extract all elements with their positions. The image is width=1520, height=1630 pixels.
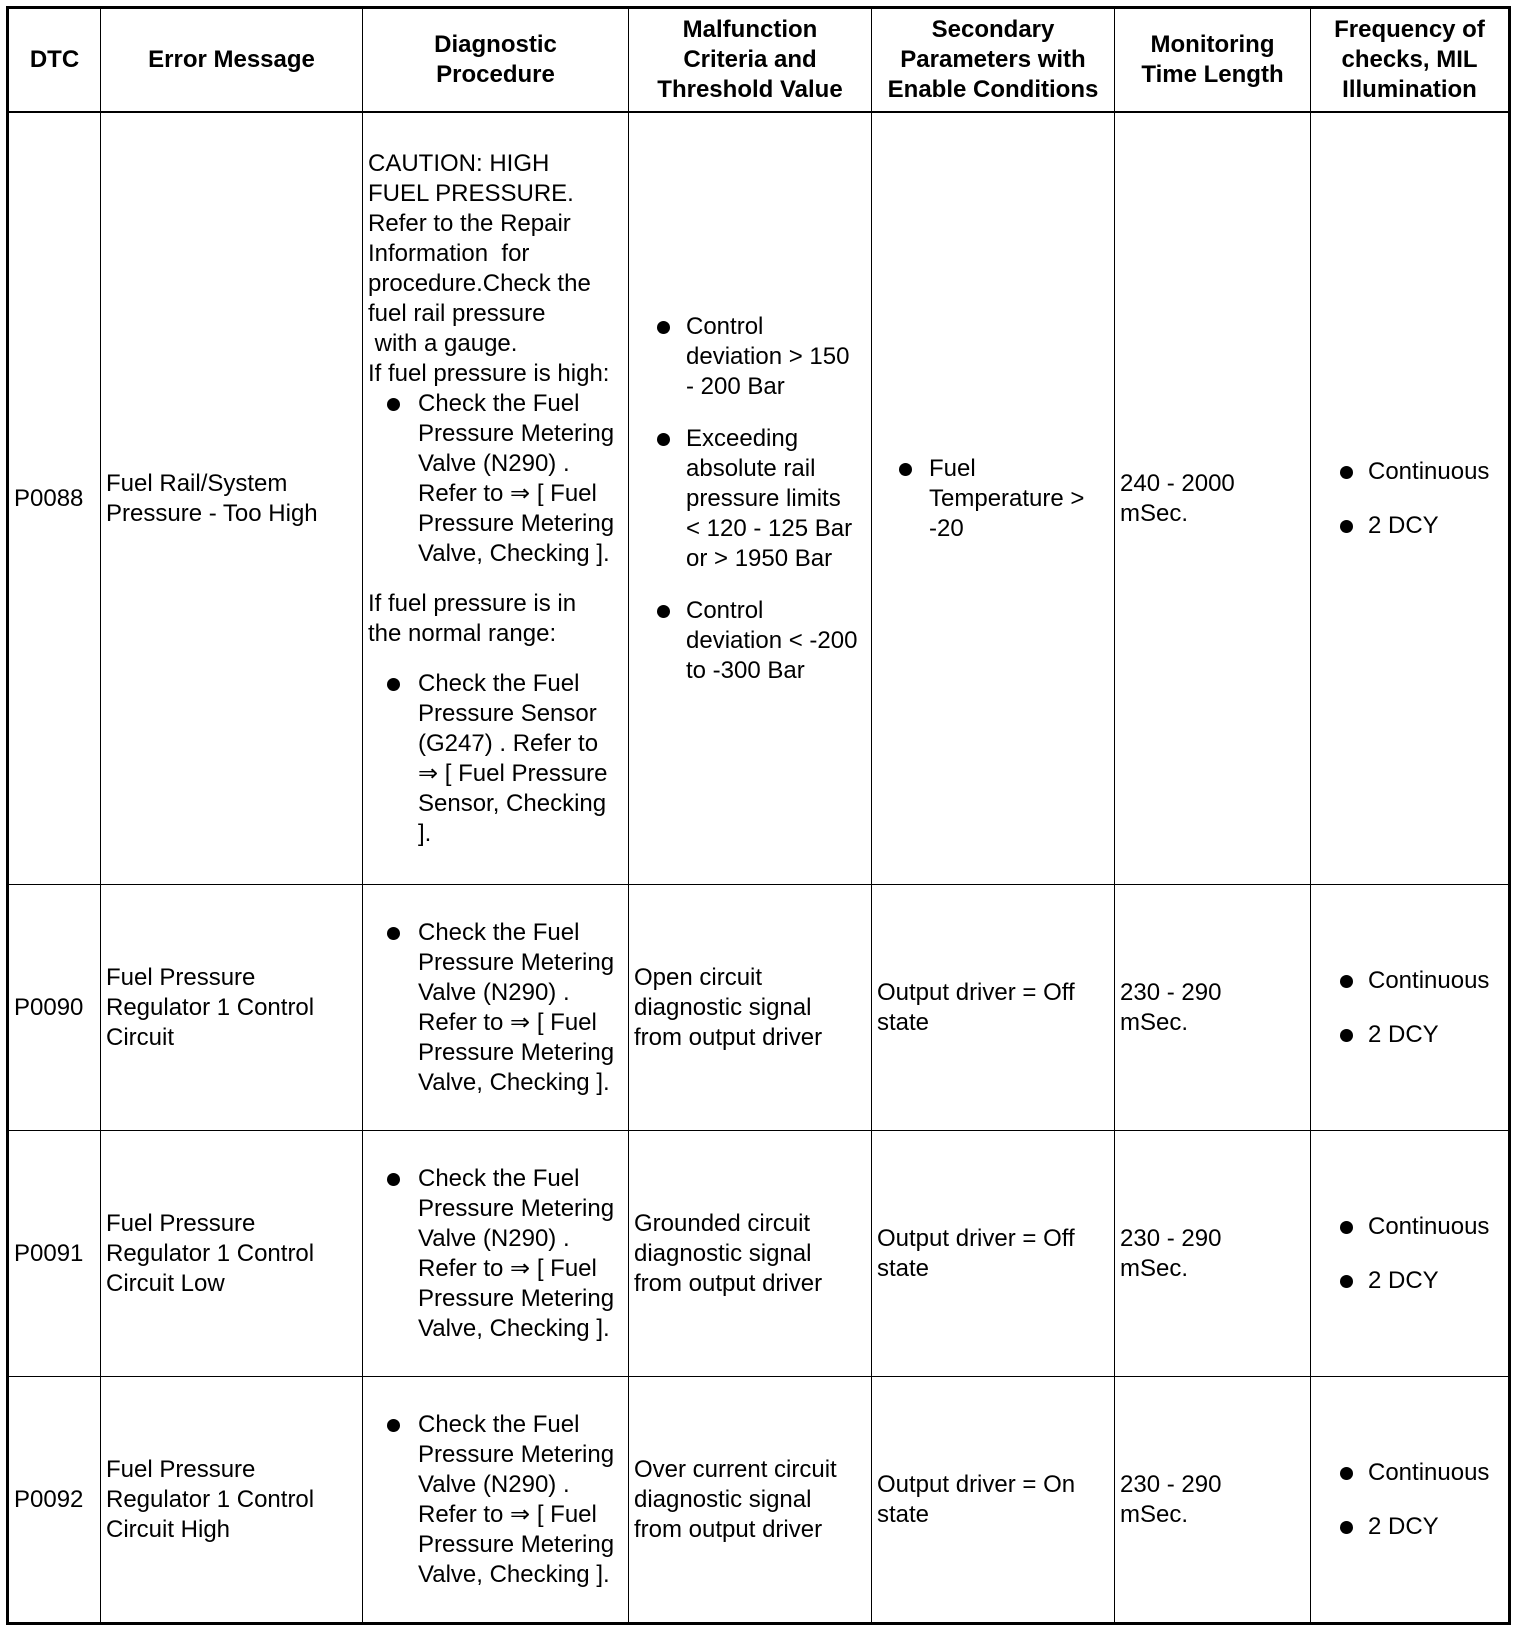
malfunction-criteria: [629, 112, 872, 885]
bullet-icon: [657, 321, 670, 334]
bullet-icon: [657, 605, 670, 618]
diagnostic-procedure: [363, 1377, 629, 1624]
list-item: 2 DCY: [1316, 1266, 1503, 1296]
dtc-code: P0091: [8, 1131, 101, 1377]
monitoring-time: 240 - 2000 mSec.: [1115, 112, 1311, 885]
list-item: Control deviation > 150 - 200 Bar: [634, 312, 866, 402]
list-item: Check the Fuel Pressure Metering Valve (N290) . Refer to ⇒ [ Fuel Pressure Metering Valve, Checking ].: [368, 918, 623, 1098]
frequency: [1311, 1131, 1510, 1377]
header-dtc: DTC: [8, 8, 101, 113]
list-item: Check the Fuel Pressure Metering Valve (N290) . Refer to ⇒ [ Fuel Pressure Metering Valve, Checking ].: [368, 1164, 623, 1344]
diagnostic-procedure: [363, 1131, 629, 1377]
list-item: Continuous: [1316, 1458, 1503, 1488]
monitoring-time: 230 - 290 mSec.: [1115, 885, 1311, 1131]
bullet-icon: [387, 927, 400, 940]
bullet-icon: [1340, 466, 1353, 479]
dtc-code: P0088: [8, 112, 101, 885]
list-item: 2 DCY: [1316, 511, 1503, 541]
header-diagnostic-procedure: Diagnostic Procedure: [363, 8, 629, 113]
diagnostic-procedure: [363, 885, 629, 1131]
error-message: Fuel Pressure Regulator 1 Control Circuit Low: [101, 1131, 363, 1377]
list-item: Continuous: [1316, 457, 1503, 487]
table-row: [8, 1377, 1510, 1624]
header-secondary-parameters: Secondary Parameters with Enable Conditions: [872, 8, 1115, 113]
bullet-icon: [1340, 1467, 1353, 1480]
secondary-parameters: [872, 112, 1115, 885]
header-error-message: Error Message: [101, 8, 363, 113]
malfunction-criteria: Open circuit diagnostic signal from output driver: [629, 885, 872, 1131]
error-message: Fuel Pressure Regulator 1 Control Circuit High: [101, 1377, 363, 1624]
bullet-icon: [1340, 975, 1353, 988]
bullet-icon: [1340, 1029, 1353, 1042]
frequency: [1311, 885, 1510, 1131]
bullet-icon: [1340, 1521, 1353, 1534]
bullet-icon: [387, 1173, 400, 1186]
dtc-code: P0092: [8, 1377, 101, 1624]
bullet-icon: [899, 463, 912, 476]
list-item: Fuel Temperature > -20: [877, 454, 1109, 544]
procedure-bullets: [368, 669, 623, 849]
table-row: [8, 1131, 1510, 1377]
header-monitoring-time: Monitoring Time Length: [1115, 8, 1311, 113]
frequency: [1311, 1377, 1510, 1624]
bullet-icon: [387, 678, 400, 691]
bullet-icon: [657, 433, 670, 446]
bullet-icon: [387, 398, 400, 411]
malfunction-criteria: Over current circuit diagnostic signal from output driver: [629, 1377, 872, 1624]
header-row: [8, 8, 1510, 113]
list-item: Check the Fuel Pressure Metering Valve (N290) . Refer to ⇒ [ Fuel Pressure Metering Valve, Checking ].: [368, 1410, 623, 1590]
monitoring-time: 230 - 290 mSec.: [1115, 1131, 1311, 1377]
frequency: [1311, 112, 1510, 885]
bullet-icon: [1340, 520, 1353, 533]
bullet-icon: [1340, 1221, 1353, 1234]
monitoring-time: 230 - 290 mSec.: [1115, 1377, 1311, 1624]
secondary-parameters: Output driver = On state: [872, 1377, 1115, 1624]
list-item: Check the Fuel Pressure Sensor (G247) . Refer to ⇒ [ Fuel Pressure Sensor, Checking ].: [368, 669, 623, 849]
header-frequency: Frequency of checks, MIL Illumination: [1311, 8, 1510, 113]
secondary-parameters: Output driver = Off state: [872, 885, 1115, 1131]
list-item: 2 DCY: [1316, 1020, 1503, 1050]
error-message: Fuel Pressure Regulator 1 Control Circuit: [101, 885, 363, 1131]
dtc-code: P0090: [8, 885, 101, 1131]
table-row: [8, 885, 1510, 1131]
bullet-icon: [387, 1419, 400, 1432]
bullet-icon: [1340, 1275, 1353, 1288]
diagnostic-procedure: CAUTION: HIGH FUEL PRESSURE. Refer to the Repair Information for procedure.Check the fuel rail pressure with a gauge. If fuel pressure is high: Check the Fuel Pressure Metering Valve (N290) . Refer to ⇒ [ Fuel Pressure Metering Valve, Checking ]. If fuel pressure is in the normal range: Check the Fuel Pressure Sensor (G247) . Refer to ⇒ [ Fuel Pressure Sensor, Checking ].: [363, 112, 629, 885]
malfunction-criteria: Grounded circuit diagnostic signal from output driver: [629, 1131, 872, 1377]
list-item: Continuous: [1316, 1212, 1503, 1242]
list-item: 2 DCY: [1316, 1512, 1503, 1542]
list-item: Control deviation < -200 to -300 Bar: [634, 596, 866, 686]
error-message: Fuel Rail/System Pressure - Too High: [101, 112, 363, 885]
table-row: [8, 112, 1510, 885]
dtc-table: [6, 6, 1511, 1625]
list-item: Exceeding absolute rail pressure limits < 120 - 125 Bar or > 1950 Bar: [634, 424, 866, 574]
procedure-bullets: [368, 389, 623, 569]
secondary-parameters: Output driver = Off state: [872, 1131, 1115, 1377]
header-malfunction-criteria: Malfunction Criteria and Threshold Value: [629, 8, 872, 113]
list-item: Check the Fuel Pressure Metering Valve (N290) . Refer to ⇒ [ Fuel Pressure Metering Valve, Checking ].: [368, 389, 623, 569]
list-item: Continuous: [1316, 966, 1503, 996]
